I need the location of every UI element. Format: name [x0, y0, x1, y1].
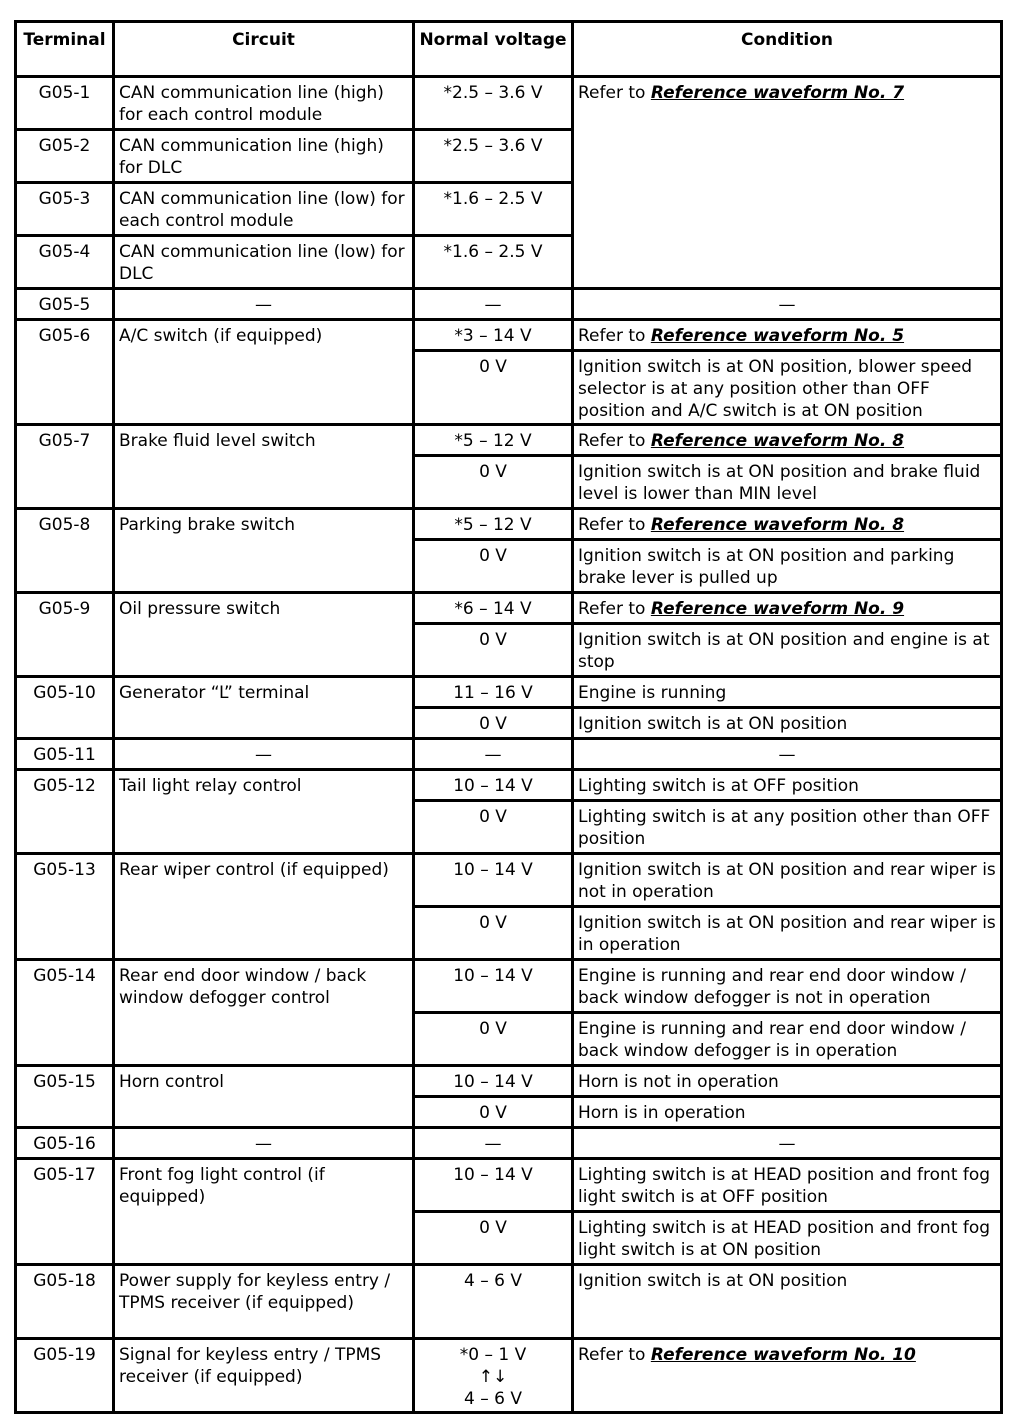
terminal-voltage-table [14, 20, 1003, 1414]
voltage-cell: — [414, 739, 573, 770]
condition-cell [573, 320, 1002, 351]
circuit-cell: — [114, 289, 414, 320]
condition-cell: Horn is not in operation [573, 1066, 1002, 1097]
table-row [16, 289, 1002, 320]
voltage-cell: *2.5 – 3.6 V [414, 130, 573, 183]
voltage-cell: 0 V [414, 351, 573, 425]
reference-waveform-link[interactable]: Reference waveform No. 5 [650, 326, 905, 346]
voltage-cell: 10 – 14 V [414, 770, 573, 801]
condition-cell: Ignition switch is at ON position and engine is at stop [573, 624, 1002, 677]
header-row [16, 22, 1002, 77]
table-row [16, 960, 1002, 1013]
voltage-cell: *1.6 – 2.5 V [414, 236, 573, 289]
table-row [16, 77, 1002, 130]
voltage-cell: 10 – 14 V [414, 1066, 573, 1097]
circuit-cell: Rear end door window / back window defogger control [114, 960, 414, 1066]
condition-cell: Ignition switch is at ON position [573, 708, 1002, 739]
terminal-cell: G05-8 [16, 509, 114, 593]
table-row [16, 1066, 1002, 1097]
header-condition: Condition [573, 22, 1002, 77]
circuit-cell: CAN communication line (low) for each control module [114, 183, 414, 236]
reference-waveform-link[interactable]: Reference waveform No. 8 [650, 515, 905, 535]
header-circuit: Circuit [114, 22, 414, 77]
voltage-cell: 0 V [414, 1212, 573, 1265]
terminal-cell: G05-11 [16, 739, 114, 770]
voltage-cell: 0 V [414, 907, 573, 960]
circuit-cell: Power supply for keyless entry / TPMS receiver (if equipped) [114, 1265, 414, 1339]
terminal-cell: G05-5 [16, 289, 114, 320]
table-row [16, 770, 1002, 801]
refer-to-label: Refer to [578, 431, 651, 451]
refer-to-label: Refer to [578, 515, 651, 535]
refer-to-label: Refer to [578, 83, 651, 103]
condition-cell [573, 509, 1002, 540]
circuit-cell: Tail light relay control [114, 770, 414, 854]
voltage-cell: — [414, 289, 573, 320]
table-row [16, 677, 1002, 708]
voltage-cell: 0 V [414, 624, 573, 677]
reference-waveform-link[interactable]: Reference waveform No. 10 [650, 1345, 916, 1365]
circuit-cell: Front fog light control (if equipped) [114, 1159, 414, 1265]
condition-cell: Lighting switch is at HEAD position and front fog light switch is at OFF position [573, 1159, 1002, 1212]
terminal-cell: G05-6 [16, 320, 114, 425]
condition-cell: Ignition switch is at ON position and parking brake lever is pulled up [573, 540, 1002, 593]
condition-cell: Engine is running and rear end door window / back window defogger is not in operation [573, 960, 1002, 1013]
circuit-cell: Brake fluid level switch [114, 425, 414, 509]
voltage-cell: 10 – 14 V [414, 854, 573, 907]
circuit-cell: Signal for keyless entry / TPMS receiver (if equipped) [114, 1339, 414, 1413]
voltage-cell: *3 – 14 V [414, 320, 573, 351]
condition-cell: — [573, 289, 1002, 320]
circuit-cell: Rear wiper control (if equipped) [114, 854, 414, 960]
refer-to-label: Refer to [578, 599, 651, 619]
terminal-cell: G05-4 [16, 236, 114, 289]
circuit-cell: — [114, 1128, 414, 1159]
condition-cell: Lighting switch is at any position other than OFF position [573, 801, 1002, 854]
table-row [16, 1265, 1002, 1339]
voltage-cell: 10 – 14 V [414, 960, 573, 1013]
voltage-cell: 0 V [414, 456, 573, 509]
condition-cell: Ignition switch is at ON position and brake fluid level is lower than MIN level [573, 456, 1002, 509]
condition-cell: Ignition switch is at ON position, blower speed selector is at any position other than OFF position and A/C switch is at ON position [573, 351, 1002, 425]
reference-waveform-link[interactable]: Reference waveform No. 9 [650, 599, 905, 619]
table-body [16, 77, 1002, 1413]
voltage-cell: 0 V [414, 801, 573, 854]
circuit-cell: Generator “L” terminal [114, 677, 414, 739]
terminal-cell: G05-17 [16, 1159, 114, 1265]
circuit-cell: Horn control [114, 1066, 414, 1128]
table-row [16, 425, 1002, 456]
condition-cell: Engine is running and rear end door window / back window defogger is in operation [573, 1013, 1002, 1066]
refer-to-label: Refer to [578, 1345, 651, 1365]
condition-cell: Ignition switch is at ON position and rear wiper is not in operation [573, 854, 1002, 907]
table-row [16, 320, 1002, 351]
voltage-cell: *1.6 – 2.5 V [414, 183, 573, 236]
condition-cell: — [573, 1128, 1002, 1159]
condition-cell [573, 425, 1002, 456]
condition-cell: Lighting switch is at HEAD position and front fog light switch is at ON position [573, 1212, 1002, 1265]
voltage-cell: *5 – 12 V [414, 509, 573, 540]
voltage-cell: 0 V [414, 708, 573, 739]
voltage-cell: 10 – 14 V [414, 1159, 573, 1212]
voltage-cell: — [414, 1128, 573, 1159]
circuit-cell: CAN communication line (low) for DLC [114, 236, 414, 289]
table-row [16, 509, 1002, 540]
circuit-cell: Parking brake switch [114, 509, 414, 593]
voltage-cell [414, 1339, 573, 1413]
table-row [16, 739, 1002, 770]
condition-cell [573, 593, 1002, 624]
terminal-cell: G05-12 [16, 770, 114, 854]
header-terminal: Terminal [16, 22, 114, 77]
table-row [16, 593, 1002, 624]
refer-to-label: Refer to [578, 326, 651, 346]
voltage-line: 4 – 6 V [464, 1389, 522, 1409]
table-row [16, 1339, 1002, 1413]
condition-cell: Engine is running [573, 677, 1002, 708]
terminal-cell: G05-3 [16, 183, 114, 236]
voltage-cell: 0 V [414, 540, 573, 593]
condition-cell: — [573, 739, 1002, 770]
circuit-cell: CAN communication line (high) for DLC [114, 130, 414, 183]
voltage-cell: 0 V [414, 1097, 573, 1128]
terminal-cell: G05-1 [16, 77, 114, 130]
terminal-cell: G05-9 [16, 593, 114, 677]
voltage-cell: *6 – 14 V [414, 593, 573, 624]
voltage-line: *0 – 1 V [459, 1345, 527, 1365]
condition-cell: Horn is in operation [573, 1097, 1002, 1128]
terminal-cell: G05-19 [16, 1339, 114, 1413]
circuit-cell: — [114, 739, 414, 770]
condition-cell: Ignition switch is at ON position and rear wiper is in operation [573, 907, 1002, 960]
condition-cell [573, 1339, 1002, 1413]
voltage-line: ↑↓ [478, 1367, 508, 1387]
voltage-cell: 0 V [414, 1013, 573, 1066]
voltage-cell: *5 – 12 V [414, 425, 573, 456]
reference-waveform-link[interactable]: Reference waveform No. 7 [650, 83, 905, 103]
terminal-cell: G05-7 [16, 425, 114, 509]
terminal-cell: G05-13 [16, 854, 114, 960]
terminal-cell: G05-16 [16, 1128, 114, 1159]
voltage-cell: *2.5 – 3.6 V [414, 77, 573, 130]
reference-waveform-link[interactable]: Reference waveform No. 8 [650, 431, 905, 451]
condition-cell [573, 77, 1002, 289]
terminal-cell: G05-14 [16, 960, 114, 1066]
header-normal-voltage: Normal voltage [414, 22, 573, 77]
circuit-cell: Oil pressure switch [114, 593, 414, 677]
table-row [16, 1159, 1002, 1212]
terminal-cell: G05-18 [16, 1265, 114, 1339]
circuit-cell: CAN communication line (high) for each control module [114, 77, 414, 130]
terminal-cell: G05-10 [16, 677, 114, 739]
table-row [16, 1128, 1002, 1159]
voltage-cell: 11 – 16 V [414, 677, 573, 708]
voltage-cell: 4 – 6 V [414, 1265, 573, 1339]
circuit-cell: A/C switch (if equipped) [114, 320, 414, 425]
condition-cell: Ignition switch is at ON position [573, 1265, 1002, 1339]
condition-cell: Lighting switch is at OFF position [573, 770, 1002, 801]
terminal-cell: G05-2 [16, 130, 114, 183]
table-row [16, 854, 1002, 907]
terminal-cell: G05-15 [16, 1066, 114, 1128]
